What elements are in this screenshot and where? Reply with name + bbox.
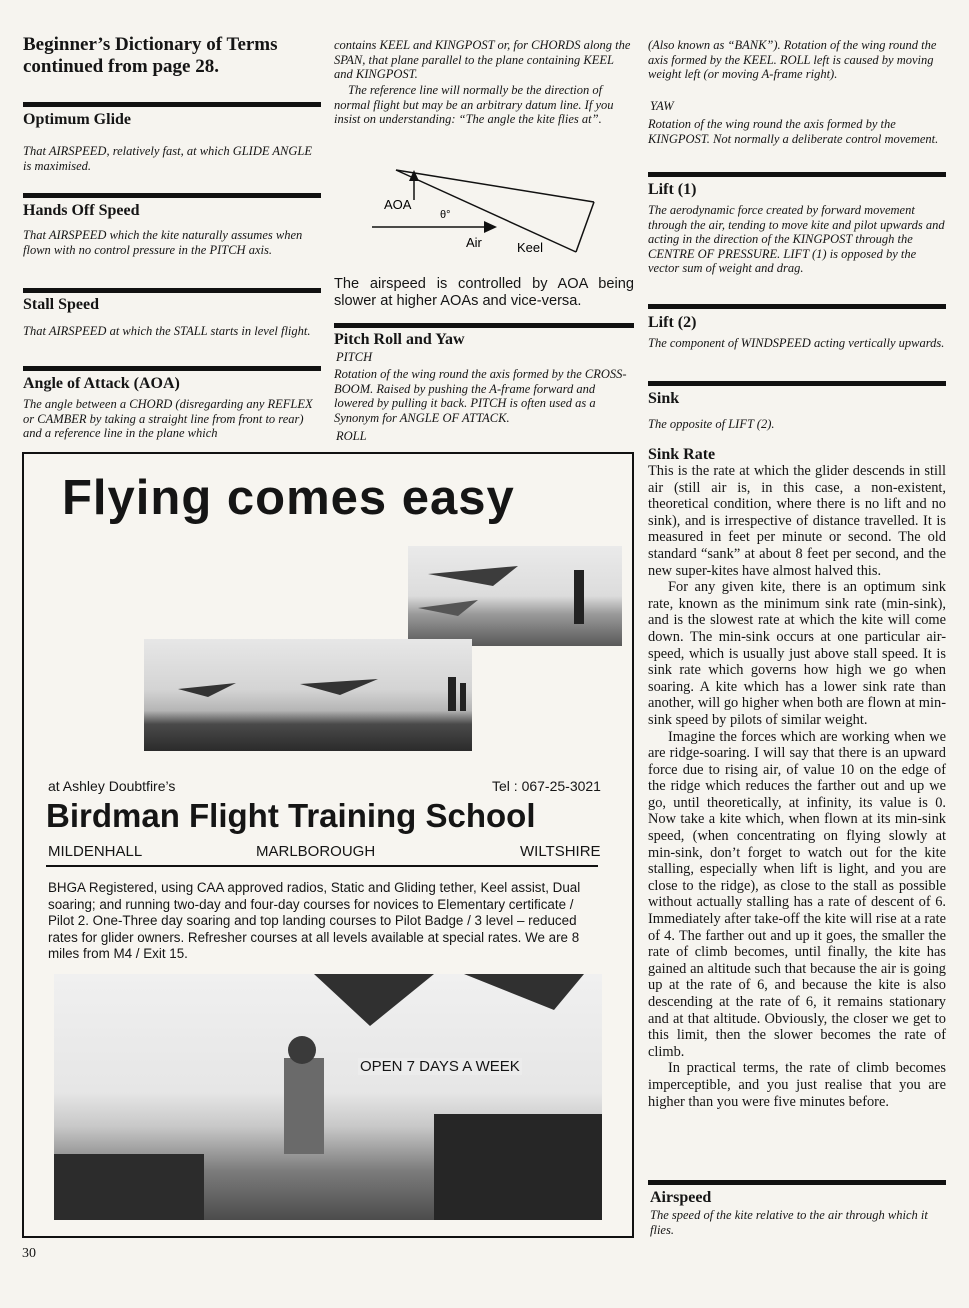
divider xyxy=(648,1180,946,1185)
pitch-label: PITCH xyxy=(336,350,373,364)
aoa-label: AOA xyxy=(384,197,412,212)
term-lift-2: Lift (2) xyxy=(648,314,697,331)
ad-school-name: Birdman Flight Training School xyxy=(46,797,536,834)
aoa-diagram xyxy=(334,160,634,260)
ad-tel: Tel : 067-25-3021 xyxy=(492,778,601,794)
term-hands-off-speed: Hands Off Speed xyxy=(23,202,140,219)
term-lift-1: Lift (1) xyxy=(648,181,697,198)
ad-place-wiltshire: WILTSHIRE xyxy=(520,843,601,860)
def-yaw: Rotation of the wing round the axis formed by the KINGPOST. Not normally a deliberate control movement. xyxy=(648,117,939,146)
term-optimum-glide: Optimum Glide xyxy=(23,111,132,128)
article-paragraph: For any given kite, there is an optimum sink rate, known as the minimum sink rate (min-sink), and is the slowest rate at which the kite will come down. The min-sink occurs at one particular air-speed, which is usually just above stall speed. It is sink rate which governs how high we go when soaring. A kite which has a lower sink rate than another, will go higher when both are flown at min-sink speed by pilots of similar weight. xyxy=(648,579,946,728)
dictionary-title: Beginner’s Dictionary of Terms continued from page 28. xyxy=(23,34,278,77)
divider xyxy=(648,381,946,386)
ad-divider xyxy=(46,865,598,867)
def-lift-2: The component of WINDSPEED acting vertically upwards. xyxy=(648,336,945,350)
divider xyxy=(23,288,321,293)
air-label: Air xyxy=(466,235,482,250)
theta-label: θ° xyxy=(440,209,451,221)
divider xyxy=(648,304,946,309)
def-sink: The opposite of LIFT (2). xyxy=(648,417,775,431)
ad-headline: Flying comes easy xyxy=(62,471,515,525)
term-airspeed: Airspeed xyxy=(650,1189,712,1206)
ad-photo-gliders-right xyxy=(408,546,622,646)
term-stall-speed: Stall Speed xyxy=(23,296,100,313)
article-paragraph: This is the rate at which the glider descends in still air (still air is, in this case, a non-existent, theoretical condition, where there is no lift and no sink), and is irrespective of distance travelled. It is measured in feet per minute or second. The old standard “sank” at about 8 feet per second, and the new super-kites have almost halved this. xyxy=(648,463,946,579)
def-roll: (Also known as “BANK”). Rotation of the wing round the axis formed by the KEEL. ROLL left is caused by moving weight left (or moving A-frame right). xyxy=(648,38,937,81)
ad-at-line: at Ashley Doubtfire’s xyxy=(48,778,176,794)
ad-place-mildenhall: MILDENHALL xyxy=(48,843,143,860)
ad-place-marlborough: MARLBOROUGH xyxy=(256,843,376,860)
aoa-def-continued: contains KEEL and KINGPOST or, for CHORDS along the SPAN, that plane parallel to the plane containing KEEL and KINGPOST. xyxy=(334,38,631,81)
divider xyxy=(23,102,321,107)
ad-open-days: OPEN 7 DAYS A WEEK xyxy=(360,1058,520,1075)
divider xyxy=(23,193,321,198)
def-stall-speed: That AIRSPEED at which the STALL starts in level flight. xyxy=(23,324,311,338)
ad-photo-hill xyxy=(144,639,472,751)
reference-line-note: The reference line will normally be the direction of normal flight but may be an arbitrary datum line. If you insist on understanding: “The angle the kite flies at”. xyxy=(334,83,614,126)
term-aoa: Angle of Attack (AOA) xyxy=(23,375,180,392)
def-airspeed: The speed of the kite relative to the air through which it flies. xyxy=(650,1208,928,1237)
term-pitch-roll-yaw: Pitch Roll and Yaw xyxy=(334,331,465,348)
yaw-label: YAW xyxy=(650,99,674,113)
article-body xyxy=(648,463,946,1110)
divider xyxy=(648,172,946,177)
article-paragraph: In practical terms, the rate of climb becomes imperceptible, and you just realise that you are higher than you were five minutes before. xyxy=(648,1060,946,1110)
airspeed-aoa-note: The airspeed is controlled by AOA being slower at higher AOAs and vice-versa. xyxy=(334,276,634,309)
advertisement xyxy=(22,452,634,1238)
def-lift-1: The aerodynamic force created by forward movement through the air, tending to move kite and pilot upwards and acting in the direction of the KINGPOST through the CENTRE OF PRESSURE. LIFT (1) is opposed by the vector sum of weight and drag. xyxy=(648,203,945,275)
def-aoa: The angle between a CHORD (disregarding any REFLEX or CAMBER by taking a straight line from front to rear) and a reference line in the plane which xyxy=(23,397,313,440)
article-heading: Sink Rate xyxy=(648,446,716,463)
ad-photo-pilot xyxy=(54,974,602,1220)
def-pitch: Rotation of the wing round the axis formed by the CROSS-BOOM. Raised by pushing the A-frame forward and lowered by pulling it back. PITCH is often used as a Synonym for ANGLE OF ATTACK. xyxy=(334,367,627,425)
def-optimum-glide: That AIRSPEED, relatively fast, at which GLIDE ANGLE is maximised. xyxy=(23,144,312,173)
term-sink: Sink xyxy=(648,390,680,407)
def-hands-off-speed: That AIRSPEED which the kite naturally assumes when flown with no control pressure in the PITCH axis. xyxy=(23,228,303,257)
keel-label: Keel xyxy=(517,240,544,255)
roll-label: ROLL xyxy=(336,429,367,443)
ad-body: BHGA Registered, using CAA approved radios, Static and Gliding tether, Keel assist, Dual soaring; and running two-day and four-day courses for novices to Elementary certificate / Pilot 2. One-Three day soaring and top landing courses to Pilot Badge / 3 level – reduced rates for glider owners. Refresher courses at all levels available at special rates. We are 8 miles from M4 / Exit 15. xyxy=(48,880,581,962)
page-number: 30 xyxy=(22,1246,36,1261)
divider xyxy=(334,323,634,328)
article-paragraph: Imagine the forces which are working when we are ridge-soaring. I will say that there is an upward force due to rising air, of value 10 on the edge of the ridge which reduces the farther out and up we go, until theoretically, at infinity, its value is 0. Now take a kite which, when flown at its min-sink speed, (when concentrating on flying slowly at min-sink, don’t forget to watch out for the kite stalling, especially when lift is light, and you are close to the ridge), as close to the stall as possible without actually stalling has a rate of descent of 6. Immediately after take-off the kite will rise at a rate of 4. The farther out and up it goes, the smaller the rate of climb becomes, until finally, the kite has gained an altitude such that because the air is going up at the rate of 6, and because the kite is also descending at the rate of 6, it remains stationary and at that altitude. Obviously, the closer we get to this limit, then the slower becomes the rate of climb. xyxy=(648,728,946,1060)
divider xyxy=(23,366,321,371)
